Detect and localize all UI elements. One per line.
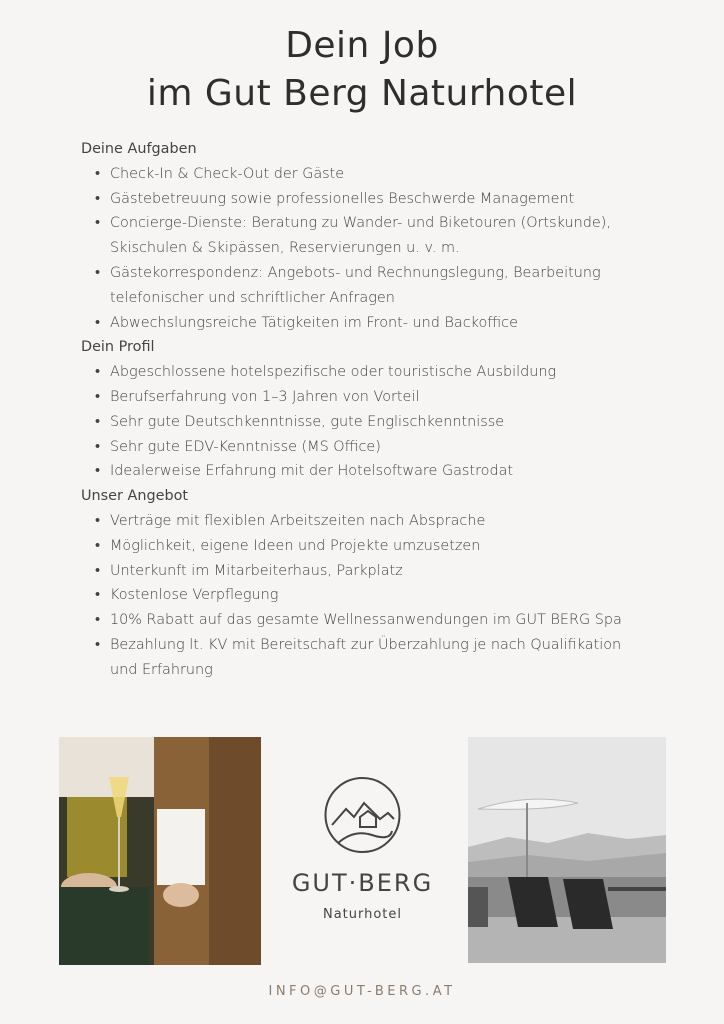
- profile-list: [81, 360, 641, 484]
- list-item: • Check-In & Check-Out der Gäste: [110, 162, 641, 187]
- list-item: • Sehr gute Deutschkenntnisse, gute Englischkenntnisse: [110, 410, 641, 435]
- section-offer: [81, 484, 641, 682]
- section-heading: Deine Aufgaben: [81, 141, 197, 157]
- title-line-2: im Gut Berg Naturhotel: [146, 73, 578, 114]
- title-line-1: Dein Job: [285, 25, 439, 66]
- list-item: • Sehr gute EDV-Kenntnisse (MS Office): [110, 435, 641, 460]
- list-item: • Abwechslungsreiche Tätigkeiten im Front- und Backoffice: [110, 311, 641, 336]
- contact-email[interactable]: INFO@GUT-BERG.AT: [268, 984, 456, 999]
- list-item: • Unterkunft im Mitarbeiterhaus, Parkplatz: [110, 559, 641, 584]
- mountain-house-icon: [280, 773, 445, 863]
- terrace-photo-illustration: [468, 737, 666, 963]
- list-item: • Kostenlose Verpflegung: [110, 583, 641, 608]
- staff-photo-illustration: [59, 737, 261, 965]
- section-tasks: [81, 137, 641, 335]
- list-item: • Berufserfahrung von 1–3 Jahren von Vorteil: [110, 385, 641, 410]
- list-item: • 10% Rabatt auf das gesamte Wellnessanwendungen im GUT BERG Spa: [110, 608, 641, 633]
- list-item: • Bezahlung lt. KV mit Bereitschaft zur Überzahlung je nach Qualifikation und Erfahrung: [110, 633, 641, 683]
- list-item: • Verträge mit flexiblen Arbeitszeiten nach Absprache: [110, 509, 641, 534]
- task-list: [81, 162, 641, 336]
- section-heading: Unser Angebot: [81, 488, 189, 505]
- list-item: • Idealerweise Erfahrung mit der Hotelsoftware Gastrodat: [110, 459, 641, 484]
- list-item: • Concierge-Dienste: Beratung zu Wander- und Biketouren (Ortskunde), Skischulen & Skipässen, Reservierungen u. v. m.: [110, 211, 641, 261]
- offer-list: [81, 509, 641, 683]
- section-heading: Dein Profil: [81, 339, 155, 356]
- logo-subtitle: Naturhotel: [322, 907, 403, 922]
- list-item: • Gästekorrespondenz: Angebots- und Rechnungslegung, Bearbeitung telefonischer und schriftlicher Anfragen: [110, 261, 641, 311]
- page-title: [0, 22, 724, 118]
- logo-wordmark: GUT·BERG: [291, 869, 434, 897]
- list-item: • Abgeschlossene hotelspezifische oder touristische Ausbildung: [110, 360, 641, 385]
- staff-photo: [59, 737, 261, 965]
- job-description: [81, 137, 641, 683]
- section-profile: [81, 335, 641, 484]
- list-item: • Gästebetreuung sowie professionelles Beschwerde Management: [110, 187, 641, 212]
- hotel-logo: [280, 773, 445, 933]
- list-item: • Möglichkeit, eigene Ideen und Projekte umzusetzen: [110, 534, 641, 559]
- terrace-photo: [468, 737, 666, 963]
